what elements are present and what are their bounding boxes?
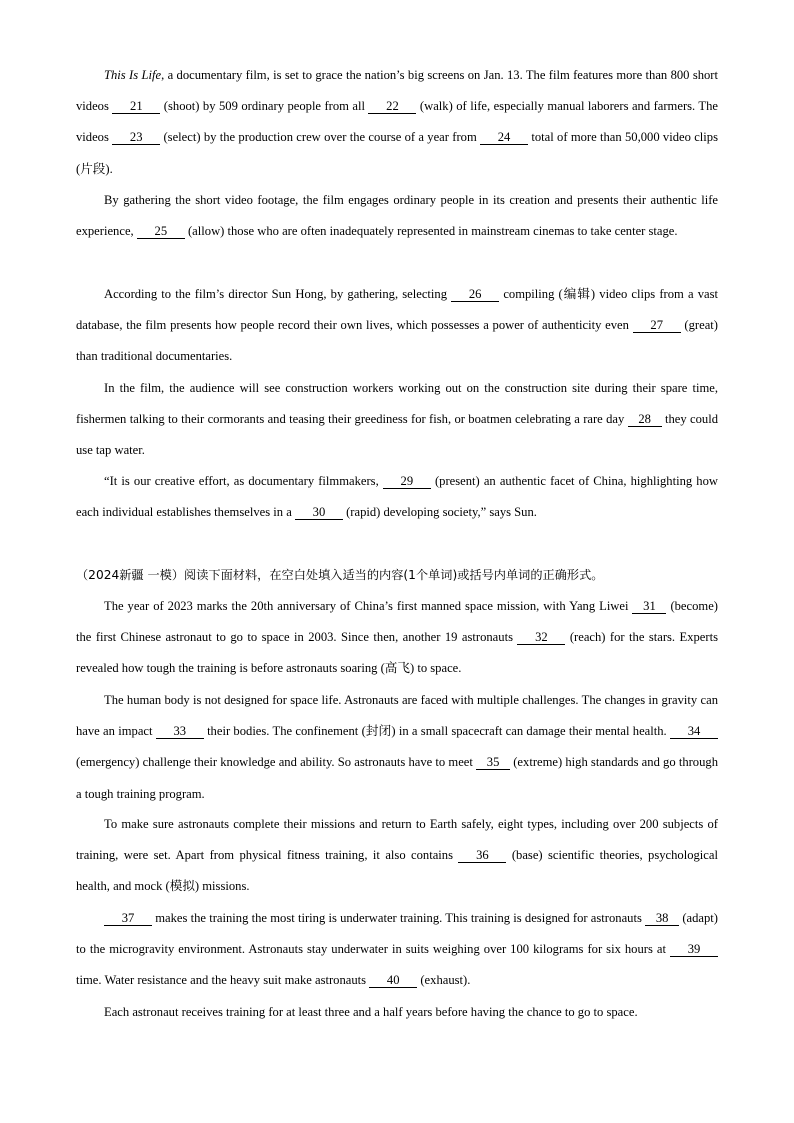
paragraph-8: To make sure astronauts complete their missions and return to Earth safely, eight types, including over 200 subjects of training, were set. Apart from physical fitness training, it also contains 36 (base) scientific theories, psychological health, and mock (模拟) missions. [76, 817, 718, 894]
blank-39[interactable]: 39 [670, 942, 718, 957]
paragraph-9: 37 makes the training the most tiring is underwater training. This training is designed for astronauts 38 (adapt) to the microgravity environment. Astronauts stay underwater in suits weighing over 100 kilograms for six hours at 39 time. Water resistance and the heavy suit make astronauts 40 (exhaust). [76, 911, 718, 988]
blank-33[interactable]: 33 [156, 724, 204, 739]
blank-22[interactable]: 22 [368, 99, 416, 114]
paragraph-7: The human body is not designed for space life. Astronauts are faced with multiple challenges. The changes in gravity can have an impact 33 their bodies. The confinement (封闭) in a small spacecraft can damage their mental health. 34 (emergency) challenge their knowledge and ability. So astronauts have to meet 35 (extreme) high standards and go through a tough training program. [76, 693, 718, 801]
blank-23[interactable]: 23 [112, 130, 160, 145]
paragraph-10: Each astronaut receives training for at least three and a half years before having the chance to go to space. [104, 1005, 638, 1019]
blank-25[interactable]: 25 [137, 224, 185, 239]
blank-24[interactable]: 24 [480, 130, 528, 145]
section-heading: （2024新疆 一模）阅读下面材料，在空白处填入适当的内容(1个单词)或括号内单词的正确形式。 [76, 568, 604, 582]
blank-32[interactable]: 32 [517, 630, 565, 645]
blank-36[interactable]: 36 [458, 848, 506, 863]
blank-29[interactable]: 29 [383, 474, 431, 489]
blank-30[interactable]: 30 [295, 505, 343, 520]
paragraph-1: This Is Life, a documentary film, is set to grace the nation’s big screens on Jan. 13. The film features more than 800 short videos 21 (shoot) by 509 ordinary people from all 22 (walk) of life, especially manual laborers and farmers. The videos 23 (select) by the production crew over the course of a year from 24 total of more than 50,000 video clips (片段). [76, 68, 719, 176]
paragraph-5: “It is our creative effort, as documentary filmmakers, 29 (present) an authentic facet of China, highlighting how each individual establishes themselves in a 30 (rapid) developing society,” says Sun. [76, 474, 718, 520]
blank-40[interactable]: 40 [369, 973, 417, 988]
paragraph-4: In the film, the audience will see construction workers working out on the construction site during their spare time, fishermen talking to their cormorants and teasing their greediness for fish, or boatmen celebrating a rare day 28 they could use tap water. [76, 381, 718, 458]
blank-28[interactable]: 28 [628, 412, 662, 427]
blank-35[interactable]: 35 [476, 755, 510, 770]
paragraph-6: The year of 2023 marks the 20th anniversary of China’s first manned space mission, with Yang Liwei 31 (become) the first Chinese astronaut to go to space in 2003. Since then, another 19 astronauts 32 (reach) for the stars. Experts revealed how tough the training is before astronauts soaring (高飞) to space. [76, 599, 718, 676]
blank-27[interactable]: 27 [633, 318, 681, 333]
blank-34[interactable]: 34 [670, 724, 718, 739]
blank-21[interactable]: 21 [112, 99, 160, 114]
paragraph-3: According to the film’s director Sun Hong, by gathering, selecting 26 compiling (编辑) video clips from a vast database, the film presents how people record their own lives, which possesses a power of authenticity even 27 (great) than traditional documentaries. [76, 287, 718, 364]
paragraph-2: By gathering the short video footage, the film engages ordinary people in its creation and presents their authentic life experience, 25 (allow) those who are often inadequately represented in mainstream cinemas to take center stage. [76, 193, 718, 239]
blank-31[interactable]: 31 [632, 599, 666, 614]
blank-37[interactable]: 37 [104, 911, 152, 926]
blank-26[interactable]: 26 [451, 287, 499, 302]
blank-38[interactable]: 38 [645, 911, 679, 926]
film-title: This Is Life [104, 68, 162, 82]
